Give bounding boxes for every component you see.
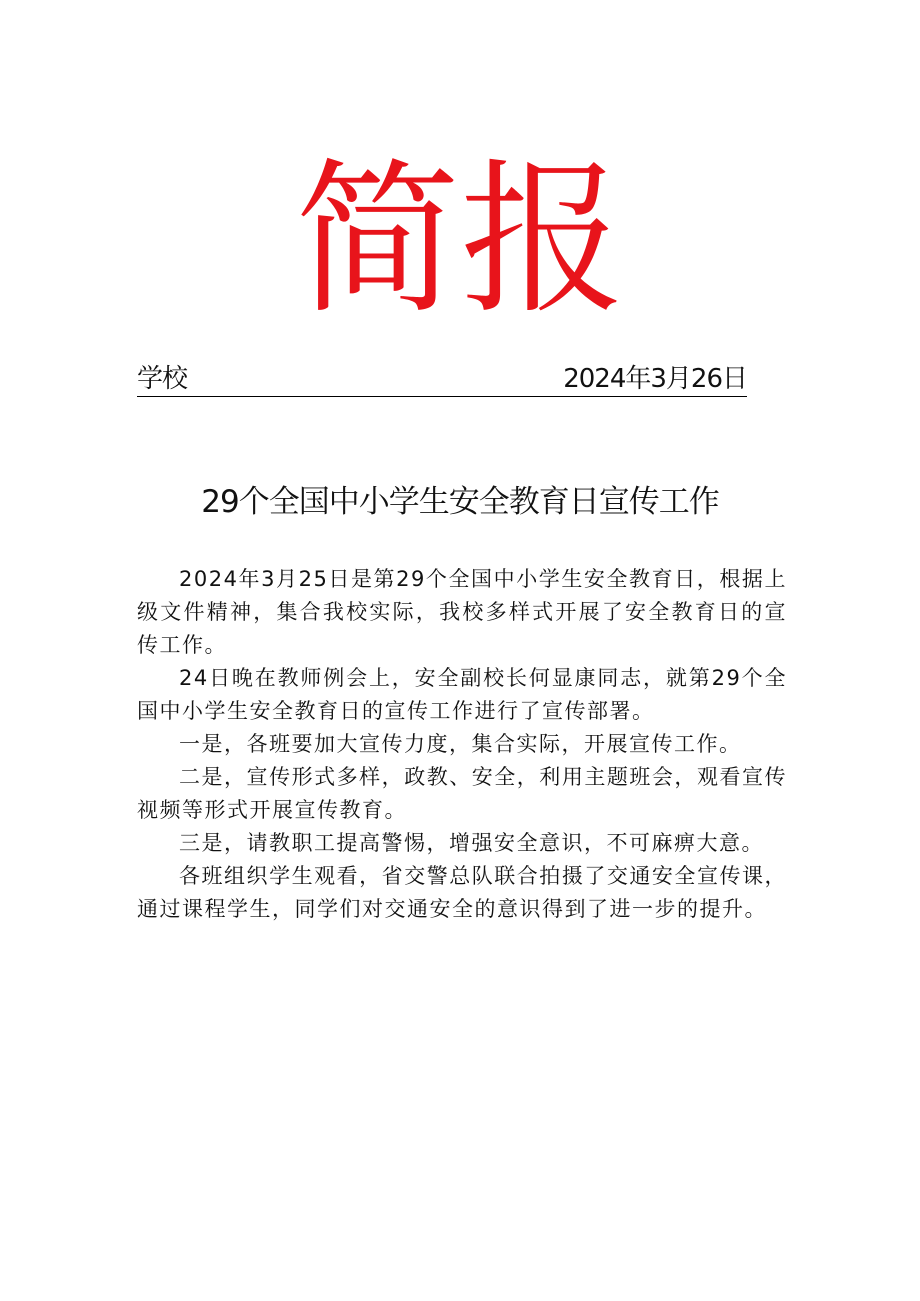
school-label: 学校 bbox=[137, 364, 188, 394]
paragraph-meeting: 24日晚在教师例会上，安全副校长何显康同志，就第29个全国中小学生安全教育日的宣传工作进行了宣传部署。 bbox=[137, 666, 787, 723]
paragraph-point-two: 二是，宣传形式多样，政教、安全，利用主题班会，观看宣传视频等形式开展宣传教育。 bbox=[137, 765, 787, 822]
paragraph-intro: 2024年3月25日是第29个全国中小学生安全教育日，根据上级文件精神，集合我校实际，我校多样式开展了安全教育日的宣传工作。 bbox=[137, 567, 787, 657]
issue-date: 2024年3月26日 bbox=[563, 364, 747, 394]
masthead-title: 简报 bbox=[295, 144, 625, 336]
article-headline: 29个全国中小学生安全教育日宣传工作 bbox=[201, 484, 719, 520]
paragraph-point-one: 一是，各班要加大宣传力度，集合实际，开展宣传工作。 bbox=[179, 732, 742, 756]
paragraph-classes: 各班组织学生观看，省交警总队联合拍摄了交通安全宣传课，通过课程学生，同学们对交通安全的意识得到了进一步的提升。 bbox=[137, 864, 787, 921]
paragraph-point-three: 三是，请教职工提高警惕，增强安全意识，不可麻痹大意。 bbox=[179, 831, 764, 855]
issue-info-row bbox=[137, 362, 747, 397]
article-body bbox=[137, 563, 787, 926]
